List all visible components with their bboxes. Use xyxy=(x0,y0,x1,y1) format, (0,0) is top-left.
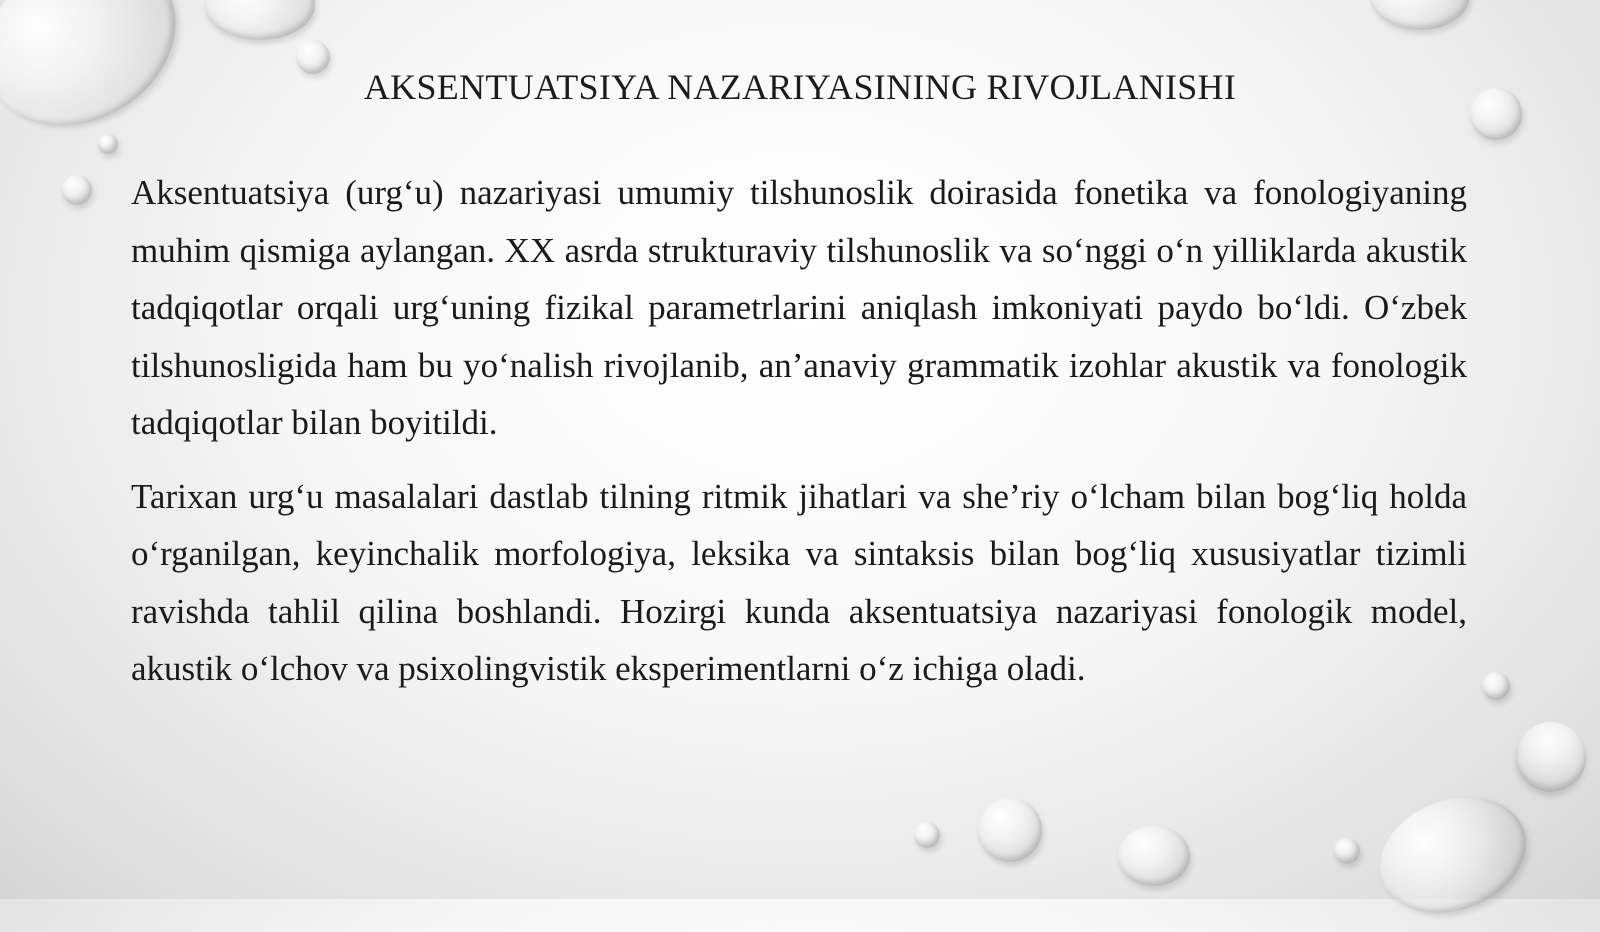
slide-title: AKSENTUATSIYA NAZARIYASINING RIVOJLANISHI xyxy=(363,67,1237,107)
water-drop-icon xyxy=(1118,826,1190,886)
water-drop-icon xyxy=(205,0,315,40)
body-paragraph: Tarixan urg‘u masalalari dastlab tilning ritmik jihatlari va she’riy o‘lcham bilan bog‘liq holda o‘rganilgan, keyinchalik morfologiya, leksika va sintaksis bilan bog‘liq xususiyatlar tizimli ravishda tahlil qilina boshlandi. Hozirgi kunda aksentuatsiya nazariyasi fonologik model, akustik o‘lchov va psixolingvistik eksperimentlarni o‘z ichiga oladi. xyxy=(131,476,1467,688)
water-drop-icon xyxy=(98,134,118,154)
water-drop-icon xyxy=(1503,709,1599,805)
water-drop-icon xyxy=(1334,838,1360,864)
body-paragraph: Aksentuatsiya (urg‘u) nazariyasi umumiy tilshunoslik doirasida fonetika va fonologiyaning muhim qismiga aylangan. XX asrda strukturaviy tilshunoslik va so‘nggi o‘n yilliklarda akustik tadqiqotlar orqali urg‘uning fizikal parametrlarini aniqlash imkoniyati paydo bo‘ldi. O‘zbek tilshunosligida ham bu yo‘nalish rivojlanib, an’anaviy grammatik izohlar akustik va fonologik tadqiqotlar bilan boyitildi. xyxy=(131,173,1467,442)
water-drop-icon xyxy=(1370,0,1470,30)
water-drop-icon xyxy=(914,822,940,848)
bullet-drop-icon xyxy=(62,175,92,205)
water-drop-icon xyxy=(1364,778,1543,932)
slide-body xyxy=(131,164,1467,714)
water-drop-icon xyxy=(978,798,1042,862)
water-drop-icon xyxy=(1482,672,1510,700)
